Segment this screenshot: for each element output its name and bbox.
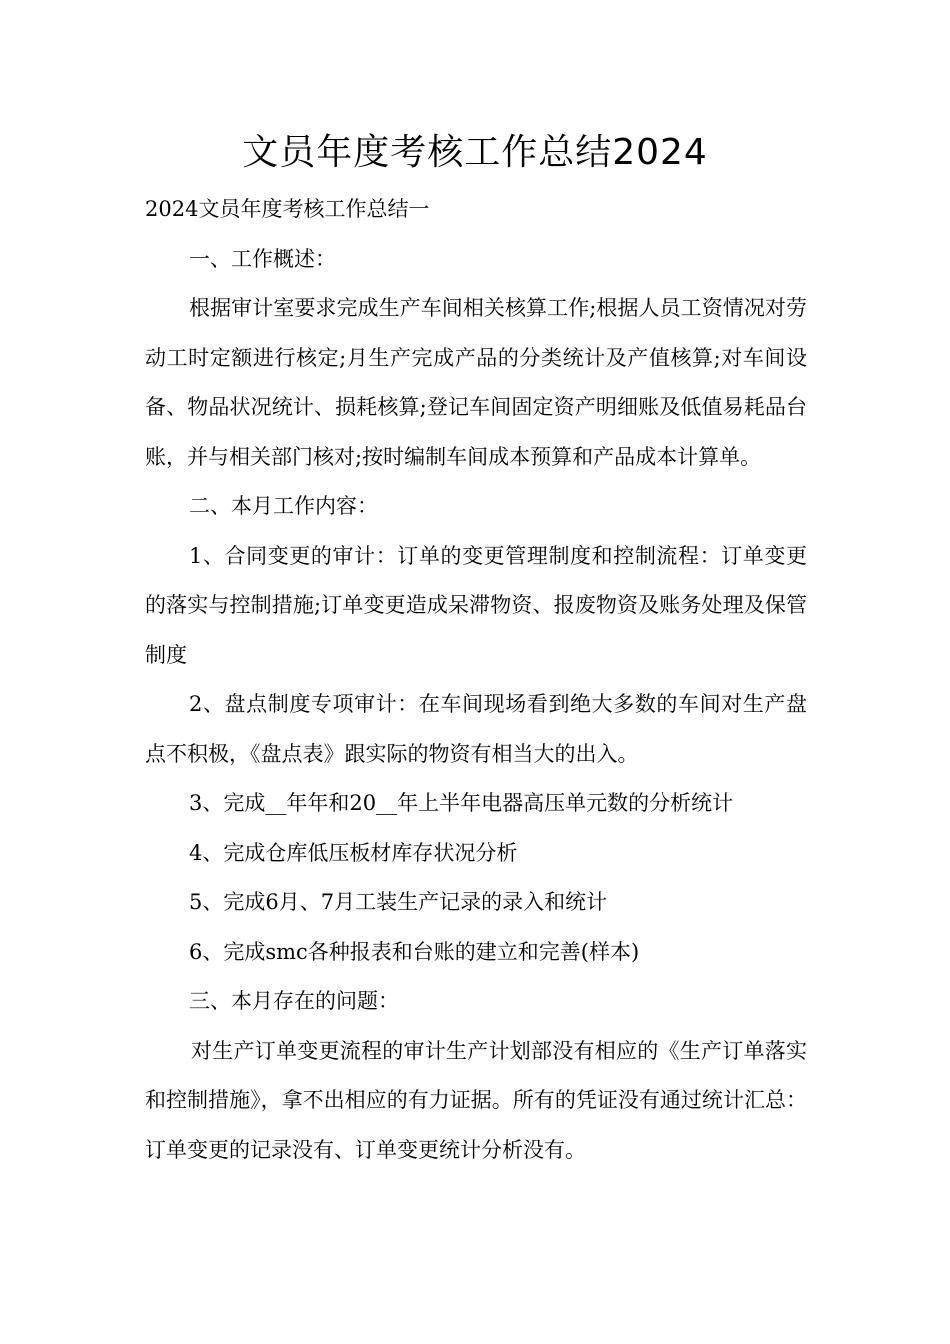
list-item-3: 3、完成__年年和20__年上半年电器高压单元数的分析统计 — [189, 791, 734, 815]
section-heading-overview: 一、工作概述： — [189, 246, 336, 271]
section-heading-problems: 三、本月存在的问题： — [189, 989, 399, 1013]
list-item-4: 4、完成仓库低压板材库存状况分析 — [189, 840, 518, 865]
section-heading-monthly-work: 二、本月工作内容： — [189, 494, 378, 518]
list-item-6: 6、完成smc各种报表和台账的建立和完善(样本) — [189, 939, 640, 964]
paragraph-problems: 对生产订单变更流程的审计生产计划部没有相应的《生产订单落实和控制措施》，拿不出相应的有力证据。所有的凭证没有通过统计汇总：订单变更的记录没有、订单变更统计分析没有。 — [145, 1038, 807, 1162]
document-body — [145, 185, 807, 1175]
list-item-5: 5、完成6月、7月工装生产记录的录入和统计 — [189, 890, 608, 914]
document-title: 文员年度考核工作总结2024 — [242, 132, 708, 173]
subtitle-paragraph: 2024文员年度考核工作总结一 — [145, 197, 430, 221]
list-item-1: 1、合同变更的审计：订单的变更管理制度和控制流程：订单变更的落实与控制措施;订单变更造成呆滞物资、报废物资及账务处理及保管制度 — [145, 543, 807, 667]
paragraph-overview: 根据审计室要求完成生产车间相关核算工作;根据人员工资情况对劳动工时定额进行核定;月生产完成产品的分类统计及产值核算;对车间设备、物品状况统计、损耗核算;登记车间固定资产明细账及低值易耗品台账，并与相关部门核对;按时编制车间成本预算和产品成本计算单。 — [145, 296, 807, 469]
list-item-2: 2、盘点制度专项审计：在车间现场看到绝大多数的车间对生产盘点不积极，《盘点表》跟实际的物资有相当大的出入。 — [145, 692, 807, 766]
